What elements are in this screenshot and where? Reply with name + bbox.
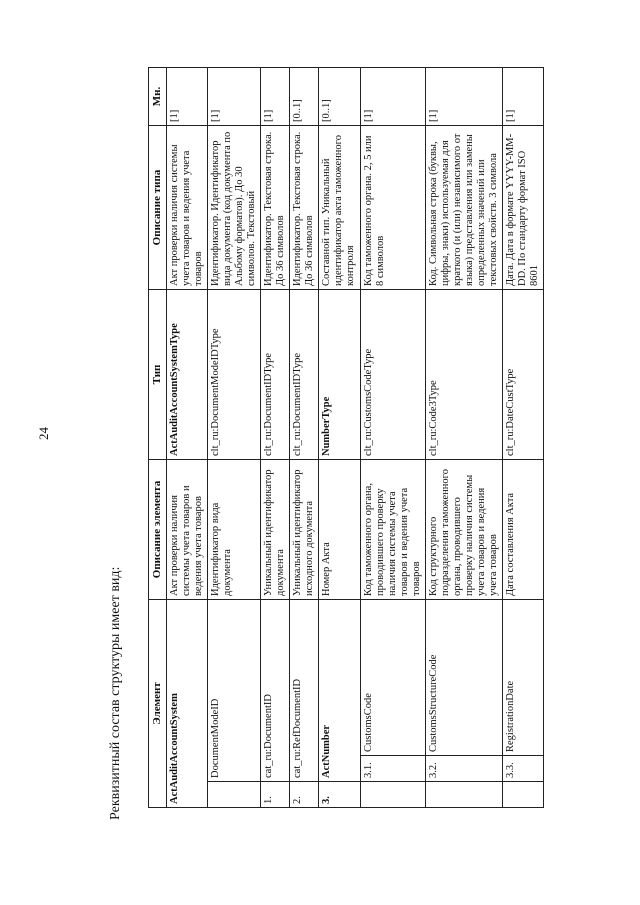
cell-desc: Код таможенного органа, проводившего проверку наличия системы учета товаров и ведения учета товаров	[360, 460, 425, 600]
cell-desc: Код структурного подразделения таможенного органа, проводившего проверку наличия системы учета товаров и ведения учета товаров	[425, 460, 502, 600]
cell-name: CustomsCode	[360, 600, 425, 756]
cell-desc: Уникальный идентификатор исходного документа	[290, 460, 319, 600]
cell-mult: [1]	[166, 68, 207, 126]
cell-type-desc: Идентификатор. Идентификатор вида документа (код документа по Альбому форматов). До 30 символов. Текстовый	[207, 126, 260, 290]
cell-name: CustomsStructureCode	[425, 600, 502, 756]
cell-type: clt_ru:DocumentModeIDType	[207, 290, 260, 460]
table-row	[166, 68, 207, 808]
cell-num: 3.2.	[425, 756, 502, 782]
intro-text: Реквизитный состав структуры имеет вид:	[108, 566, 123, 820]
cell-name: RegistrationDate	[503, 600, 544, 756]
cell-num: 3.1.	[360, 756, 425, 782]
cell-type-desc: Акт проверки наличия системы учета товаров и ведения учета товаров	[166, 126, 207, 290]
cell-type: clt_ru:Code3Type	[425, 290, 502, 460]
cell-mult: [1]	[207, 68, 260, 126]
cell-type-desc: Идентификатор. Текстовая строка. До 36 символов	[261, 126, 290, 290]
cell-num: 1.	[261, 782, 290, 808]
cell-type-desc: Дата. Дата в формате YYYY-MM-DD. По стандарту формат ISO 8601	[503, 126, 544, 290]
cell-indent	[360, 782, 425, 808]
cell-name: ActAuditAccountSystem	[166, 600, 207, 808]
cell-num: 3.	[319, 782, 360, 808]
cell-type-desc: Составной тип. Уникальный идентификатор акта таможенного контроля	[319, 126, 360, 290]
table-row	[425, 68, 502, 808]
cell-mult: [1]	[360, 68, 425, 126]
table-row	[207, 68, 260, 808]
cell-desc: Идентификатор вида документа	[207, 460, 260, 600]
cell-mult: [0..1]	[290, 68, 319, 126]
table-row	[290, 68, 319, 808]
cell-num: 2.	[290, 782, 319, 808]
header-element: Элемент	[149, 600, 167, 808]
table-row	[319, 68, 360, 808]
cell-indent	[425, 782, 502, 808]
cell-num: 3.3.	[503, 756, 544, 782]
cell-desc: Акт проверки наличия системы учета товаров и ведения учета товаров	[166, 460, 207, 600]
cell-desc: Дата составления Акта	[503, 460, 544, 600]
cell-mult: [0..1]	[319, 68, 360, 126]
header-type-desc: Описание типа	[149, 126, 167, 290]
cell-name: cat_ru:RefDocumentID	[290, 600, 319, 782]
cell-desc: Уникальный идентификатор документа	[261, 460, 290, 600]
cell-name: DocumentModeID	[207, 600, 260, 782]
cell-type: ActAuditAccountSystemType	[166, 290, 207, 460]
cell-type: clt_ru:CustomsCodeType	[360, 290, 425, 460]
cell-mult: [1]	[261, 68, 290, 126]
cell-name: ActNumber	[319, 600, 360, 782]
page-number: 24	[36, 427, 51, 440]
cell-type: clt_ru:DateCustType	[503, 290, 544, 460]
structure-table-wrapper	[148, 68, 541, 808]
cell-type-desc: Идентификатор. Текстовая строка. До 36 символов	[290, 126, 319, 290]
header-type: Тип	[149, 290, 167, 460]
cell-name: cat_ru:DocumentID	[261, 600, 290, 782]
table-row	[360, 68, 425, 808]
table-row	[503, 68, 544, 808]
table-row	[261, 68, 290, 808]
header-mult: Мн.	[149, 68, 167, 126]
header-element-desc: Описание элемента	[149, 460, 167, 600]
table-header-row	[149, 68, 167, 808]
cell-type: clt_ru:DocumentIDType	[261, 290, 290, 460]
cell-indent	[207, 782, 260, 808]
cell-type: NumberType	[319, 290, 360, 460]
cell-mult: [1]	[425, 68, 502, 126]
cell-mult: [1]	[503, 68, 544, 126]
cell-indent	[503, 782, 544, 808]
structure-table	[148, 67, 544, 808]
cell-type: clt_ru:DocumentIDType	[290, 290, 319, 460]
cell-type-desc: Код таможенного органа. 2, 5 или 8 символов	[360, 126, 425, 290]
cell-type-desc: Код. Символьная строка (буквы, цифры, знаки) используемая для краткого (и (или) независимого от языка) представления или замены определенных значений или текстовых свойств. 3 символа	[425, 126, 502, 290]
cell-desc: Номер Акта	[319, 460, 360, 600]
